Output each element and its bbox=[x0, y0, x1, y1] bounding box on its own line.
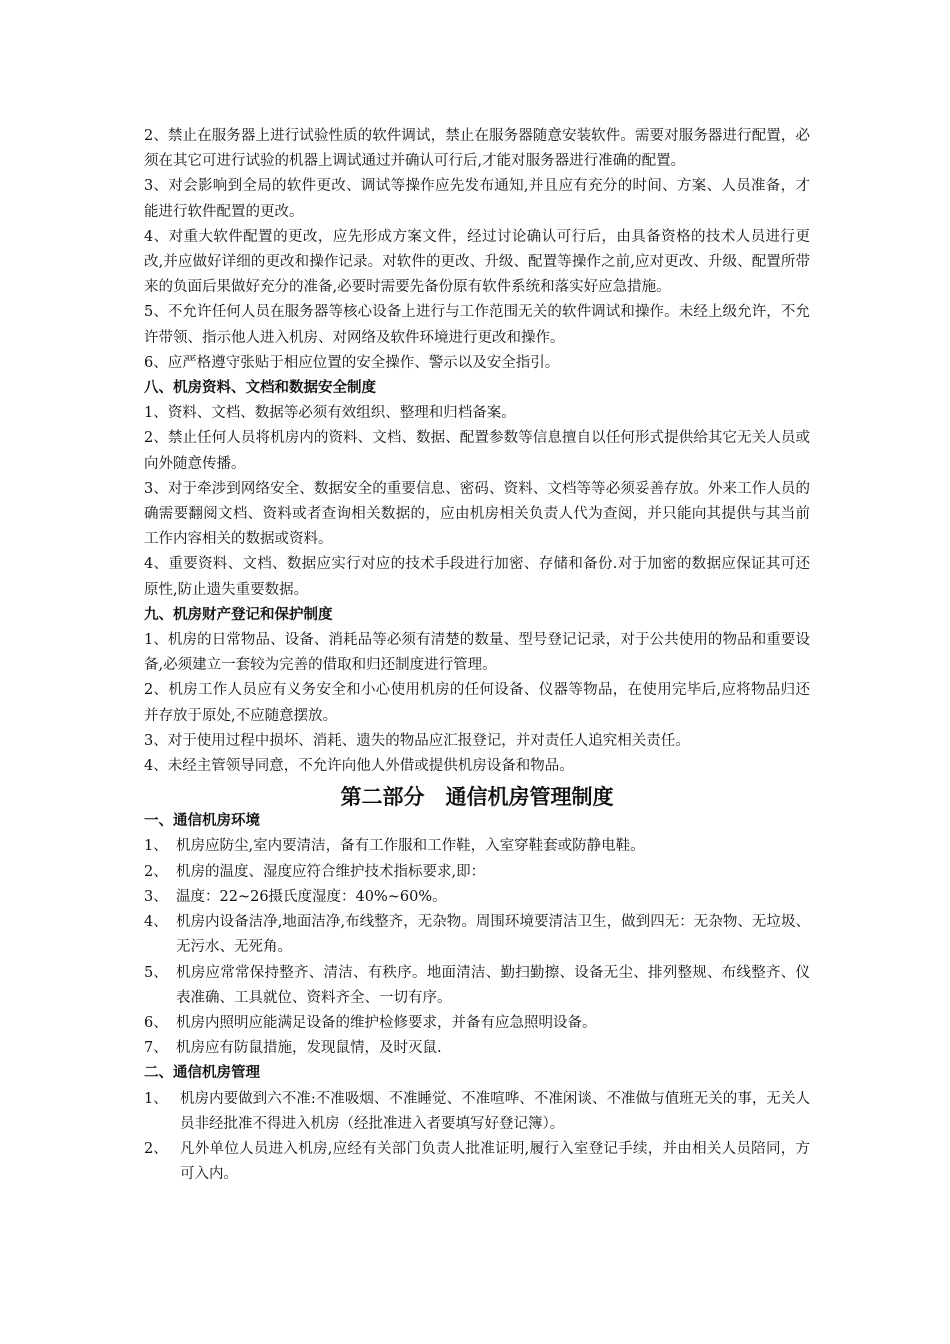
item-number: 1、 bbox=[144, 838, 168, 855]
item-text: 凡外单位人员进入机房,应经有关部门负责人批准证明,履行入室登记手续，并由相关人员陪同，方可入内。 bbox=[180, 1140, 810, 1183]
paragraph: 4、对重大软件配置的更改，应先形成方案文件，经过讨论确认可行后，由具备资格的技术人员进行更改,并应做好详细的更改和操作记录。对软件的更改、升级、配置等操作之前,应对更改、升级、配置所带来的负面后果做好充分的准备,必要时需要先备份原有软件系统和落实好应急措施。 bbox=[144, 228, 810, 296]
list-item bbox=[144, 1087, 810, 1137]
item-number: 7、 bbox=[144, 1040, 168, 1057]
paragraph: 3、对会影响到全局的软件更改、调试等操作应先发布通知,并且应有充分的时间、方案、人员准备，才能进行软件配置的更改。 bbox=[144, 178, 810, 220]
part-title: 第二部分 通信机房管理制度 bbox=[340, 785, 614, 810]
paragraph: 5、不允许任何人员在服务器等核心设备上进行与工作范围无关的软件调试和操作。未经上级允许，不允许带领、指示他人进入机房、对网络及软件环境进行更改和操作。 bbox=[144, 304, 810, 346]
paragraph: 3、对于使用过程中损坏、消耗、遗失的物品应汇报登记，并对责任人追究相关责任。 bbox=[144, 732, 690, 749]
list-item bbox=[144, 961, 810, 1011]
item-text: 机房内要做到六不准:不准吸烟、不准睡觉、不准喧哗、不准闲谈、不准做与值班无关的事，无关人员非经批准不得进入机房（经批准进入者要填写好登记簿）。 bbox=[180, 1090, 810, 1132]
item-text: 机房应防尘,室内要清洁，备有工作服和工作鞋，入室穿鞋套或防静电鞋。 bbox=[176, 838, 645, 855]
section-9-heading: 九、机房财产登记和保护制度 bbox=[144, 606, 333, 623]
item-number: 5、 bbox=[144, 964, 168, 981]
item-number: 1、 bbox=[144, 1090, 168, 1107]
list-item bbox=[144, 860, 810, 885]
paragraph: 2、禁止任何人员将机房内的资料、文档、数据、配置参数等信息擅自以任何形式提供给其它无关人员或向外随意传播。 bbox=[144, 430, 810, 472]
item-text: 机房内照明应能满足设备的维护检修要求，并备有应急照明设备。 bbox=[176, 1014, 597, 1031]
paragraph: 4、未经主管领导同意，不允许向他人外借或提供机房设备和物品。 bbox=[144, 758, 574, 775]
item-number: 2、 bbox=[144, 863, 168, 880]
paragraph: 3、对于牵涉到网络安全、数据安全的重要信息、密码、资料、文档等等必须妥善存放。外来工作人员的确需要翻阅文档、资料或者查询相关数据的，应由机房相关负责人代为查阅，并只能向其提供与其当前工作内容相关的数据或资料。 bbox=[144, 480, 810, 548]
item-text: 机房应有防鼠措施，发现鼠情，及时灭鼠. bbox=[176, 1040, 442, 1057]
part2-section-2-heading: 二、通信机房管理 bbox=[144, 1065, 260, 1082]
document-page bbox=[144, 124, 810, 1187]
list-item bbox=[144, 1137, 810, 1187]
item-number: 4、 bbox=[144, 914, 168, 931]
item-number: 6、 bbox=[144, 1014, 168, 1031]
section-prev-body bbox=[144, 124, 810, 376]
list-item bbox=[144, 1036, 810, 1061]
paragraph: 2、机房工作人员应有义务安全和小心使用机房的任何设备、仪器等物品，在使用完毕后,应将物品归还并存放于原处,不应随意摆放。 bbox=[144, 682, 810, 724]
item-number: 2、 bbox=[144, 1140, 168, 1157]
item-text: 机房应常常保持整齐、清洁、有秩序。地面清洁、勤扫勤擦、设备无尘、排列整规、布线整齐、仪表准确、工具就位、资料齐全、一切有序。 bbox=[176, 964, 810, 1006]
paragraph: 1、资料、文档、数据等必须有效组织、整理和归档备案。 bbox=[144, 405, 516, 422]
item-text: 机房内设备洁净,地面洁净,布线整齐，无杂物。周围环境要清洁卫生，做到四无：无杂物、无垃圾、无污水、无死角。 bbox=[176, 914, 810, 956]
paragraph: 2、禁止在服务器上进行试验性质的软件调试，禁止在服务器随意安装软件。需要对服务器进行配置，必须在其它可进行试验的机器上调试通过并确认可行后,才能对服务器进行准确的配置。 bbox=[144, 128, 810, 170]
paragraph: 1、机房的日常物品、设备、消耗品等必须有清楚的数量、型号登记记录，对于公共使用的物品和重要设备,必须建立一套较为完善的借取和归还制度进行管理。 bbox=[144, 632, 810, 674]
list-item bbox=[144, 834, 810, 859]
item-number: 3、 bbox=[144, 888, 168, 905]
list-item bbox=[144, 885, 810, 910]
paragraph: 6、应严格遵守张贴于相应位置的安全操作、警示以及安全指引。 bbox=[144, 354, 560, 371]
item-text: 温度：22~26摄氏度湿度：40%~60%。 bbox=[176, 888, 447, 905]
part2-section-1-heading: 一、通信机房环境 bbox=[144, 813, 260, 830]
list-item bbox=[144, 910, 810, 960]
paragraph: 4、重要资料、文档、数据应实行对应的技术手段进行加密、存储和备份.对于加密的数据应保证其可还原性,防止遗失重要数据。 bbox=[144, 556, 810, 598]
item-text: 机房的温度、湿度应符合维护技术指标要求,即： bbox=[176, 863, 486, 880]
section-8-heading: 八、机房资料、文档和数据安全制度 bbox=[144, 380, 376, 397]
list-item bbox=[144, 1011, 810, 1036]
